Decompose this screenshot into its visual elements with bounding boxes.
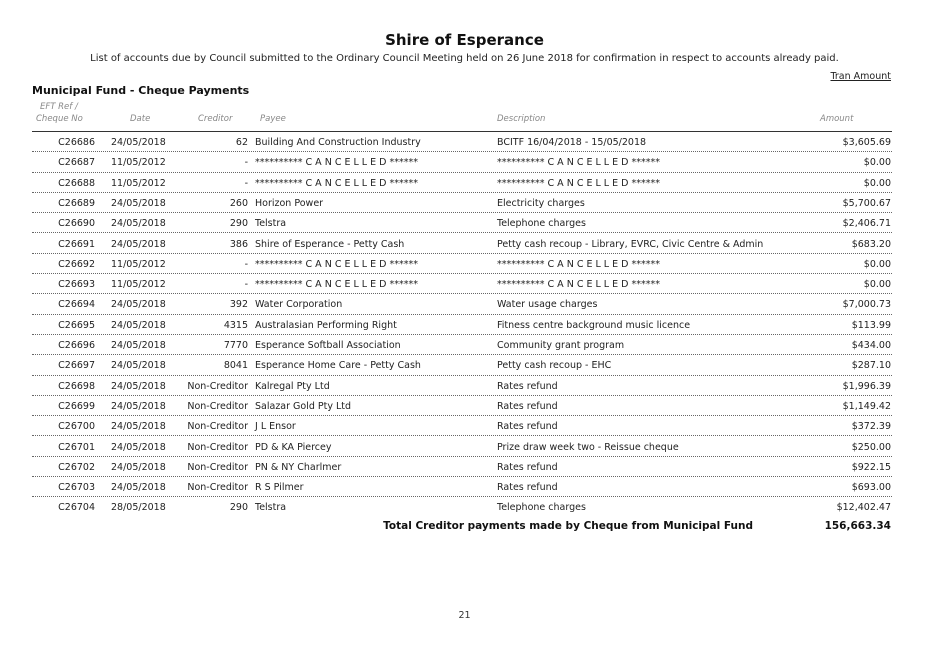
amount-cell: $113.99	[851, 319, 891, 331]
description-cell: Rates refund	[497, 482, 558, 494]
cheque-number-cell: C26694	[58, 299, 95, 311]
creditor-cell: -	[244, 258, 248, 270]
date-cell: 24/05/2018	[111, 380, 166, 392]
amount-cell: $0.00	[863, 279, 891, 291]
table-row	[0, 254, 929, 274]
header-creditor: Creditor	[198, 114, 233, 124]
creditor-cell: 4315	[223, 319, 248, 331]
total-value: 156,663.34	[824, 520, 891, 532]
total-row	[0, 520, 929, 536]
table-header	[0, 102, 929, 130]
description-cell: Petty cash recoup - Library, EVRC, Civic Centre & Admin	[497, 238, 764, 250]
amount-cell: $1,996.39	[842, 380, 891, 392]
date-cell: 24/05/2018	[111, 137, 166, 148]
date-cell: 24/05/2018	[111, 482, 166, 494]
cheque-number-cell: C26701	[58, 441, 95, 453]
creditor-cell: Non-Creditor	[187, 461, 248, 473]
header-description: Description	[497, 114, 546, 124]
cheque-number-cell: C26703	[58, 482, 95, 494]
payee-cell: Esperance Softball Association	[255, 340, 401, 351]
amount-cell: $0.00	[863, 177, 891, 189]
amount-cell: $693.00	[851, 482, 891, 494]
creditor-cell: 7770	[223, 340, 248, 351]
header-cheque-no: Cheque No	[36, 114, 83, 124]
table-row	[0, 234, 929, 254]
amount-cell: $250.00	[851, 441, 891, 453]
amount-cell: $1,149.42	[842, 400, 891, 412]
description-cell: Rates refund	[497, 400, 558, 412]
amount-cell: $372.39	[851, 421, 891, 433]
date-cell: 24/05/2018	[111, 197, 166, 209]
payee-cell: ********** C A N C E L L E D ******	[255, 157, 418, 169]
payee-cell: ********** C A N C E L L E D ******	[255, 177, 418, 189]
payee-cell: R S Pilmer	[255, 482, 304, 494]
creditor-cell: 260	[229, 197, 248, 209]
table-row	[0, 152, 929, 172]
amount-cell: $287.10	[851, 360, 891, 372]
date-cell: 24/05/2018	[111, 461, 166, 473]
cheque-number-cell: C26698	[58, 380, 95, 392]
table-row	[0, 477, 929, 497]
date-cell: 28/05/2018	[111, 502, 166, 514]
payee-cell: Esperance Home Care - Petty Cash	[255, 360, 421, 372]
table-row	[0, 416, 929, 436]
payee-cell: Australasian Performing Right	[255, 319, 397, 331]
creditor-cell: Non-Creditor	[187, 380, 248, 392]
description-cell: Rates refund	[497, 461, 558, 473]
table-row	[0, 497, 929, 517]
creditor-cell: Non-Creditor	[187, 421, 248, 433]
cheque-number-cell: C26700	[58, 421, 95, 433]
description-cell: ********** C A N C E L L E D ******	[497, 279, 660, 291]
date-cell: 24/05/2018	[111, 319, 166, 331]
date-cell: 24/05/2018	[111, 421, 166, 433]
description-cell: ********** C A N C E L L E D ******	[497, 258, 660, 270]
creditor-cell: 386	[229, 238, 248, 250]
creditor-cell: Non-Creditor	[187, 400, 248, 412]
date-cell: 24/05/2018	[111, 340, 166, 351]
payee-cell: Telstra	[255, 218, 287, 230]
payee-cell: ********** C A N C E L L E D ******	[255, 258, 418, 270]
header-eft-ref: EFT Ref /	[40, 102, 78, 112]
page-subtitle: List of accounts due by Council submitted to the Ordinary Council Meeting held on 26 June 2018 for confirmation in respect to accounts already paid.	[90, 53, 839, 64]
cheque-number-cell: C26689	[58, 197, 95, 209]
amount-cell: $0.00	[863, 157, 891, 169]
table-row	[0, 315, 929, 335]
description-cell: Fitness centre background music licence	[497, 319, 691, 331]
creditor-cell: Non-Creditor	[187, 482, 248, 494]
date-cell: 24/05/2018	[111, 299, 166, 311]
table-row	[0, 274, 929, 294]
creditor-cell: 62	[235, 137, 248, 148]
description-cell: Electricity charges	[497, 197, 585, 209]
description-cell: Prize draw week two - Reissue cheque	[497, 441, 679, 453]
creditor-cell: 290	[229, 502, 248, 514]
date-cell: 24/05/2018	[111, 238, 166, 250]
table-row	[0, 396, 929, 416]
payee-cell: Building And Construction Industry	[255, 137, 421, 148]
payee-cell: PN & NY Charlmer	[255, 461, 342, 473]
description-cell: Rates refund	[497, 421, 558, 433]
cheque-number-cell: C26688	[58, 177, 95, 189]
total-label: Total Creditor payments made by Cheque from Municipal Fund	[383, 520, 753, 532]
table-row	[0, 213, 929, 233]
description-cell: ********** C A N C E L L E D ******	[497, 157, 660, 169]
date-cell: 11/05/2012	[111, 258, 166, 270]
description-cell: BCITF 16/04/2018 - 15/05/2018	[497, 137, 647, 148]
payee-cell: Telstra	[255, 502, 287, 514]
cheque-number-cell: C26696	[58, 340, 95, 351]
description-cell: ********** C A N C E L L E D ******	[497, 177, 660, 189]
header-amount: Amount	[820, 114, 854, 124]
cheque-number-cell: C26693	[58, 279, 95, 291]
payee-cell: Shire of Esperance - Petty Cash	[255, 238, 405, 250]
creditor-cell: 290	[229, 218, 248, 230]
payee-cell: J L Ensor	[255, 421, 296, 433]
description-cell: Rates refund	[497, 380, 558, 392]
table-row	[0, 376, 929, 396]
amount-cell: $5,700.67	[842, 197, 891, 209]
cheque-number-cell: C26690	[58, 218, 95, 230]
date-cell: 24/05/2018	[111, 218, 166, 230]
amount-cell: $12,402.47	[836, 502, 891, 514]
table-row	[0, 173, 929, 193]
description-cell: Telephone charges	[497, 218, 586, 230]
payee-cell: ********** C A N C E L L E D ******	[255, 279, 418, 291]
table-row	[0, 335, 929, 355]
date-cell: 11/05/2012	[111, 157, 166, 169]
date-cell: 24/05/2018	[111, 400, 166, 412]
creditor-cell: -	[244, 279, 248, 291]
amount-cell: $3,605.69	[842, 137, 891, 148]
cheque-number-cell: C26687	[58, 157, 95, 169]
date-cell: 11/05/2012	[111, 177, 166, 189]
tran-amount-label: Tran Amount	[830, 71, 891, 82]
section-title: Municipal Fund - Cheque Payments	[32, 84, 250, 97]
payee-cell: Water Corporation	[255, 299, 343, 311]
date-cell: 24/05/2018	[111, 360, 166, 372]
payee-cell: Salazar Gold Pty Ltd	[255, 400, 352, 412]
table-row	[0, 132, 929, 152]
cheque-number-cell: C26691	[58, 238, 95, 250]
cheque-number-cell: C26686	[58, 137, 95, 148]
cheque-number-cell: C26692	[58, 258, 95, 270]
description-cell: Petty cash recoup - EHC	[497, 360, 612, 372]
header-date: Date	[130, 114, 151, 124]
creditor-cell: 392	[229, 299, 248, 311]
cheque-number-cell: C26699	[58, 400, 95, 412]
page-number: 21	[458, 610, 471, 621]
description-cell: Water usage charges	[497, 299, 598, 311]
amount-cell: $2,406.71	[842, 218, 891, 230]
creditor-cell: -	[244, 177, 248, 189]
amount-cell: $683.20	[851, 238, 891, 250]
cheque-number-cell: C26695	[58, 319, 95, 331]
cheque-number-cell: C26702	[58, 461, 95, 473]
creditor-cell: -	[244, 157, 248, 169]
creditor-cell: 8041	[223, 360, 248, 372]
payee-cell: Horizon Power	[255, 197, 324, 209]
amount-cell: $0.00	[863, 258, 891, 270]
page-title: Shire of Esperance	[385, 31, 544, 49]
amount-cell: $434.00	[851, 340, 891, 351]
table-row	[0, 355, 929, 375]
description-cell: Community grant program	[497, 340, 625, 351]
table-row	[0, 294, 929, 314]
table-row	[0, 457, 929, 477]
header-payee: Payee	[260, 114, 286, 124]
cheque-number-cell: C26697	[58, 360, 95, 372]
amount-cell: $7,000.73	[842, 299, 891, 311]
date-cell: 11/05/2012	[111, 279, 166, 291]
table-row	[0, 437, 929, 457]
payee-cell: PD & KA Piercey	[255, 441, 332, 453]
payee-cell: Kalregal Pty Ltd	[255, 380, 330, 392]
amount-cell: $922.15	[851, 461, 891, 473]
table-row	[0, 193, 929, 213]
date-cell: 24/05/2018	[111, 441, 166, 453]
description-cell: Telephone charges	[497, 502, 586, 514]
creditor-cell: Non-Creditor	[187, 441, 248, 453]
cheque-number-cell: C26704	[58, 502, 95, 514]
